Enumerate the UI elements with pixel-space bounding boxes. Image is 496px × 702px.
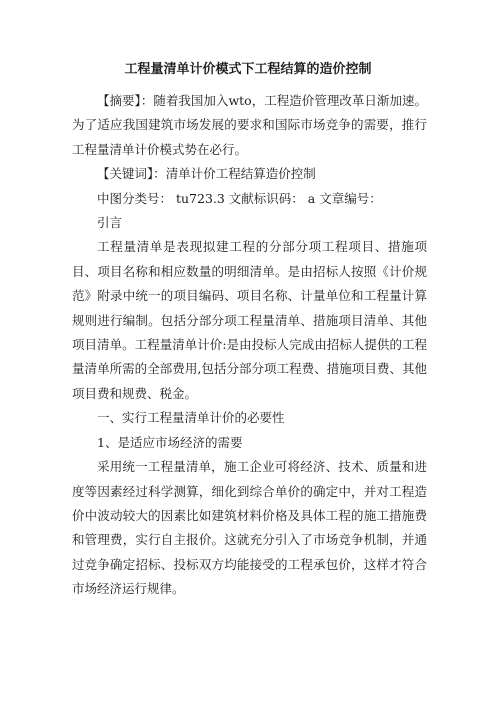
intro-heading: 引言: [97, 215, 123, 231]
keywords-text: ：清单计价工程结算造价控制: [153, 166, 316, 182]
subsection1-paragraph: 采用统一工程量清单，施工企业可将经济、技术、质量和进度等因素经过科学测算，细化到综合单价的确定中，并对工程造价中波动较大的因素比如建筑材料价格及具体工程的施工措施费和管理费，实行自主报价。这就充分引入了市场竞争机制，并通过竞争确定招标、投标双方均能接受的工程承包价，这样才符合市场经济运行规律。: [72, 459, 427, 597]
keywords-label: 【关键词】: [97, 166, 154, 182]
keywords-paragraph: [72, 162, 427, 186]
abstract-label: 【摘要】: [97, 93, 141, 108]
abstract-paragraph: [72, 89, 427, 162]
subsection1-heading: 1、是适应市场经济的需要: [97, 434, 243, 450]
classification-line: 中图分类号： tu723.3 文献标识码： a 文章编号：: [97, 190, 382, 206]
intro-paragraph: 工程量清单是表现拟建工程的分部分项工程项目、措施项目、项目名称和相应数量的明细清单。是由招标人按照《计价规范》附录中统一的项目编码、项目名称、计量单位和工程量计算规则进行编制。包括分部分项工程量清单、措施项目清单、其他项目清单。工程量清单计价:是由投标人完成由招标人提供的工程量清单所需的全部费用,包括分部分项工程费、措施项目费、其他项目费和规费、税金。: [72, 239, 427, 401]
section1-heading: 一、实行工程量清单计价的必要性: [97, 410, 285, 426]
document-body: [72, 89, 427, 602]
document-title: 工程量清单计价模式下工程结算的造价控制: [124, 62, 372, 77]
abstract-text: ：随着我国加入wto，工程造价管理改革日渐加速。为了适应我国建筑市场发展的要求和国际市场竞争的需要，推行工程量清单计价模式势在必行。: [72, 93, 427, 157]
